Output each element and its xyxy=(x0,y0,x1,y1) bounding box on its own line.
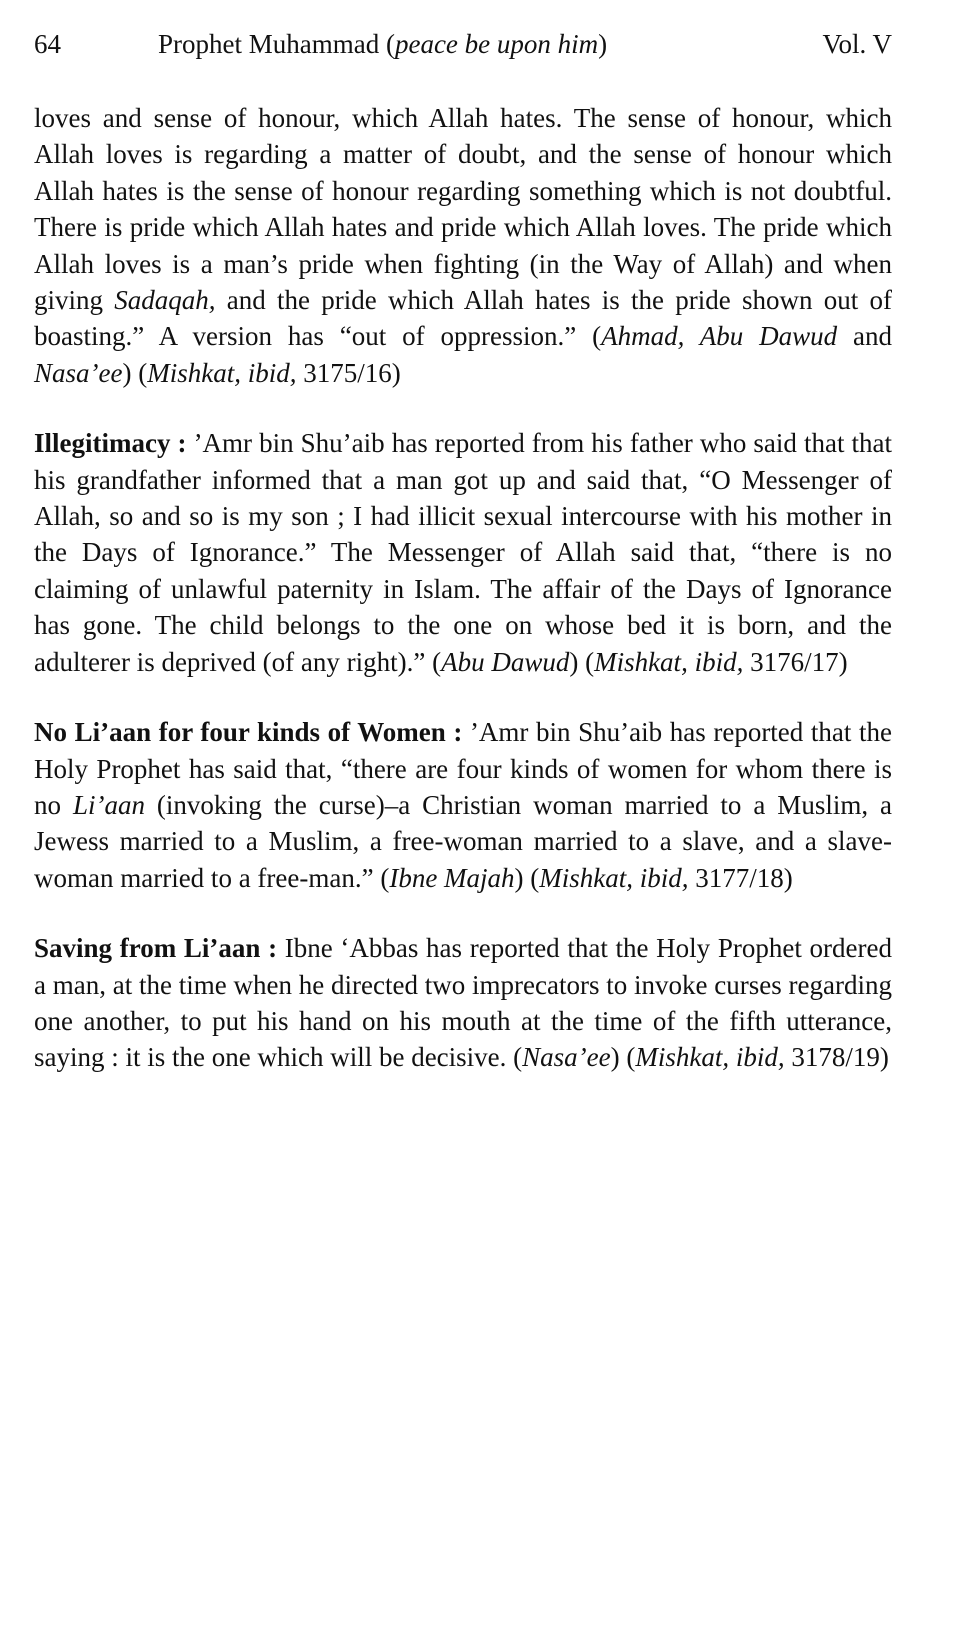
text-run: and xyxy=(837,321,893,352)
text-run: loves and sense of honour, which Allah hates. The sense of honour, which Allah loves is regarding a matter of doubt, and the sense of honour which Allah hates is the sense of honour regarding something which is not doubtful. There is pride which Allah hates and pride which Allah loves. The pride which Allah loves is a man’s pride when fighting (in the Way of Allah) and when giving xyxy=(34,103,892,316)
running-title-end: ) xyxy=(598,29,608,59)
running-header xyxy=(34,24,892,64)
section-heading: Illegitimacy : xyxy=(34,428,187,459)
text-run: Ibne ‘Abbas has reported that the Holy Prophet ordered a man, at the time when he directed two imprecators to invoke curses regarding one another, to put his hand on his mouth at the time of the fifth utterance, saying : it is the one which will be decisive. ( xyxy=(34,933,892,1073)
citation-number: 3177/18) xyxy=(688,862,793,893)
paragraph-continuation xyxy=(34,100,892,391)
running-title-main: Prophet Muhammad ( xyxy=(158,29,395,59)
text-run: ) ( xyxy=(514,862,540,893)
text-run: ’Amr bin Shu’aib has reported from his father who said that that his grandfather informed that a man got up and said that, “O Messenger of Allah, so and so is my son ; I had illicit sexual intercourse with his mother in the Days of Ignorance.” The Messenger of Allah said that, “there is no claiming of unlawful paternity in Islam. The affair of the Days of Ignorance has gone. The child belongs to the one on whose bed it is born, and the adulterer is deprived (of any right).” ( xyxy=(34,428,892,677)
page-body xyxy=(34,100,892,1110)
citation-number: 3176/17) xyxy=(743,646,848,677)
citation-source: Abu Dawud xyxy=(441,646,570,677)
citation-source: Ibne Majah xyxy=(389,862,515,893)
paragraph-illegitimacy xyxy=(34,425,892,680)
section-heading: No Li’aan for four kinds of Women : xyxy=(34,717,463,748)
citation-number: 3175/16) xyxy=(296,357,401,388)
citation-source: Nasa’ee xyxy=(522,1042,611,1073)
text-run: ) ( xyxy=(569,646,595,677)
citation-source: Nasa’ee xyxy=(34,357,123,388)
italic-term: Li’aan xyxy=(72,789,145,820)
text-run: ) ( xyxy=(122,357,148,388)
citation-source: Mishkat, ibid, xyxy=(147,357,297,388)
paragraph-saving-from-liaan xyxy=(34,930,892,1076)
paragraph-no-liaan xyxy=(34,714,892,896)
text-run: and the pride which Allah hates is the pride shown out of boasting.” A version has “out of oppression.” ( xyxy=(34,285,892,352)
citation-source: Ahmad, Abu Dawud xyxy=(601,321,838,352)
citation-source: Mishkat, ibid, xyxy=(594,646,744,677)
italic-term: Sadaqah, xyxy=(114,285,216,316)
text-run: ) ( xyxy=(610,1042,636,1073)
page-number: 64 xyxy=(34,29,61,59)
citation-source: Mishkat, ibid, xyxy=(635,1042,785,1073)
citation-number: 3178/19) xyxy=(784,1042,889,1073)
volume-label: Vol. V xyxy=(822,29,892,59)
running-title-italic: peace be upon him xyxy=(394,29,599,59)
text-run: ’Amr bin Shu’aib has reported that the Holy Prophet has said that, “there are four kinds of women for whom there is no xyxy=(34,717,892,820)
section-heading: Saving from Li’aan : xyxy=(34,933,278,964)
text-run: (invoking the curse)–a Christian woman married to a Muslim, a Jewess married to a Muslim, a free-woman married to a slave, and a slave-woman married to a free-man.” ( xyxy=(34,789,893,893)
running-title xyxy=(158,24,607,64)
citation-source: Mishkat, ibid, xyxy=(539,862,689,893)
